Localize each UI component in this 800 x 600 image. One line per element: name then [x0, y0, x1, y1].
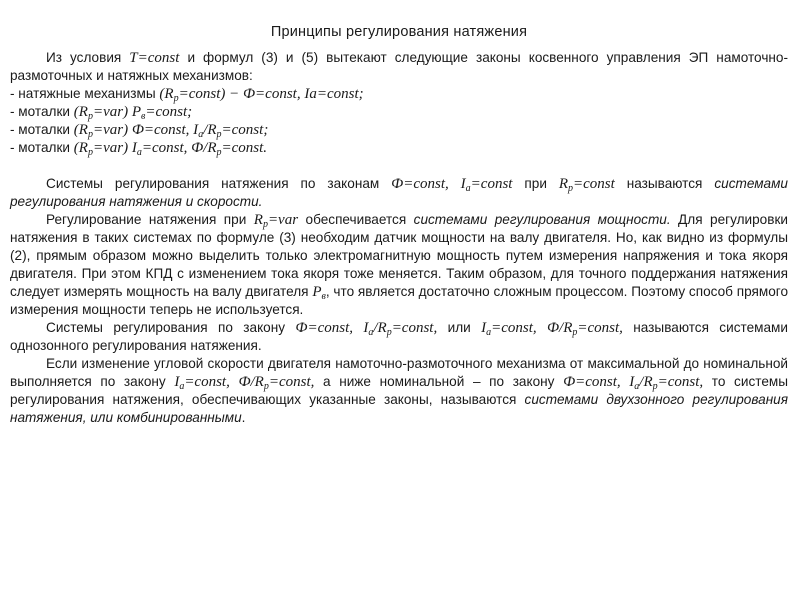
formula-part: =const, Ф/R	[141, 140, 217, 156]
subscript: a	[465, 183, 471, 194]
page-title: Принципы регулирования натяжения	[270, 24, 528, 40]
formula-part: =var) I	[92, 140, 137, 156]
formula-part: /R	[373, 320, 387, 336]
subscript: a	[634, 381, 640, 392]
formula	[74, 122, 269, 138]
law-item-winder-power	[10, 103, 788, 121]
formula	[481, 320, 623, 336]
text: называются	[614, 176, 715, 191]
formula-part: Ф=const, I	[563, 374, 635, 390]
formula	[254, 212, 298, 228]
text: , что является достаточно сложным процессом. Поэтому способ прямого измерения мощности теперь не используется.	[10, 284, 788, 317]
formula	[312, 284, 326, 300]
text: и формул (3) и (5) вытекают следующие законы косвенного управления ЭП намоточно-размоточных и натяжных механизмов:	[10, 50, 788, 83]
spacer	[10, 157, 788, 175]
formula	[563, 374, 703, 390]
text: при	[512, 176, 559, 191]
subscript: a	[368, 327, 374, 338]
formula-part: /R	[639, 374, 653, 390]
text: Системы регулирования по закону	[46, 320, 296, 335]
formula-part: P	[312, 284, 322, 300]
formula-part: (R	[159, 86, 174, 102]
subscript: p	[87, 129, 93, 140]
text: - моталки	[10, 140, 74, 155]
emphasis: системами регулирования натяжения и скорости.	[10, 176, 788, 209]
subscript: p	[262, 219, 268, 230]
law-item-winder-flux	[10, 121, 788, 139]
subscript: p	[216, 147, 222, 158]
formula: T=const	[129, 50, 180, 66]
formula-part: I	[481, 320, 487, 336]
law-item-tension	[10, 85, 788, 103]
text: Системы регулирования натяжения по законам	[46, 176, 392, 191]
subscript: a	[179, 381, 185, 392]
formula-part: =const, Ф/R	[184, 374, 264, 390]
formula	[74, 140, 267, 156]
text: Регулирование натяжения при	[46, 212, 254, 227]
formula-part: (R	[73, 122, 88, 138]
formula-part: =const.	[221, 140, 268, 156]
formula-part: R	[253, 212, 263, 228]
text: .	[241, 410, 246, 425]
formula-part: /R	[203, 122, 217, 138]
subscript: p	[572, 327, 578, 338]
text: называются системами однозонного регулирования натяжения.	[10, 320, 788, 353]
subscript: p	[173, 93, 179, 104]
formula-part: Ф=const, I	[295, 320, 369, 336]
subscript: в	[321, 291, 326, 302]
formula-part: =const	[470, 176, 513, 192]
formula-part: =const,	[657, 374, 704, 390]
text: Если изменение угловой скорости двигателя намоточно-размоточного механизма от максимальной до номинальной выполняется по закону	[10, 356, 788, 389]
text: - моталки	[10, 122, 74, 137]
text: обеспечивается	[298, 212, 414, 227]
text: то системы регулирования натяжения, обеспечивающих указанные законы, называются	[10, 374, 788, 407]
formula-part: =const, Ф/R	[491, 320, 573, 336]
formula-part: =var) Ф=const, I	[92, 122, 199, 138]
text: - моталки	[10, 104, 74, 119]
subscript: в	[141, 111, 146, 122]
subscript: p	[263, 381, 269, 392]
text: а ниже номинальной – по закону	[314, 374, 564, 389]
formula-part: =const,	[268, 374, 315, 390]
subscript: p	[87, 147, 93, 158]
text: - натяжные механизмы	[10, 86, 160, 101]
formula-part: =const;	[221, 122, 269, 138]
emphasis: системами регулирования мощности.	[413, 212, 671, 227]
formula-part: R	[558, 176, 569, 192]
formula-part: =const) − Ф=const, Ia=const;	[178, 86, 364, 102]
law-item-winder-current	[10, 139, 788, 157]
text: или	[437, 320, 482, 335]
formula-part: =const;	[145, 104, 193, 120]
formula	[391, 176, 512, 192]
formula-part: (R	[73, 140, 88, 156]
formula	[295, 320, 437, 336]
formula-part: I	[174, 374, 180, 390]
formula	[174, 374, 314, 390]
formula-part: =const	[573, 176, 615, 192]
formula-part: =var	[267, 212, 299, 228]
formula	[559, 176, 615, 192]
subscript: a	[198, 129, 204, 140]
subscript: p	[216, 129, 222, 140]
text: Из условия	[46, 50, 130, 65]
formula-part: =const,	[577, 320, 623, 336]
subscript: p	[87, 111, 93, 122]
subscript: a	[486, 327, 492, 338]
subscript: p	[568, 183, 574, 194]
subscript: a	[136, 147, 142, 158]
laws-block	[10, 49, 788, 157]
formula-part: (R	[73, 104, 88, 120]
formula-part: =var) P	[92, 104, 141, 120]
text: Для регулировки натяжения в таких системах по формуле (3) необходим датчик мощности на валу двигателя. Но, как видно из формулы (2), прямым образом можно выделить только электромагнитную мощность путем измерения напряжения и тока якоря двигателя. При этом КПД с изменением тока якоря тоже меняется. Таким образом, для точного поддержания натяжения следует измерять мощность на валу двигателя	[10, 212, 788, 299]
emphasis: системами двухзонного регулирования натяжения, или комбинированными	[10, 392, 788, 425]
paragraph-dual-zone	[10, 355, 788, 427]
paragraph-speed-systems	[10, 175, 788, 211]
formula-part: =const,	[391, 320, 438, 336]
formula-part: Ф=const, I	[391, 176, 466, 192]
subscript: p	[652, 381, 658, 392]
formula	[159, 86, 363, 102]
subscript: p	[386, 327, 392, 338]
paragraph-power-systems	[10, 211, 788, 319]
formula	[74, 104, 192, 120]
paragraph-single-zone	[10, 319, 788, 355]
intro-paragraph	[10, 49, 788, 85]
